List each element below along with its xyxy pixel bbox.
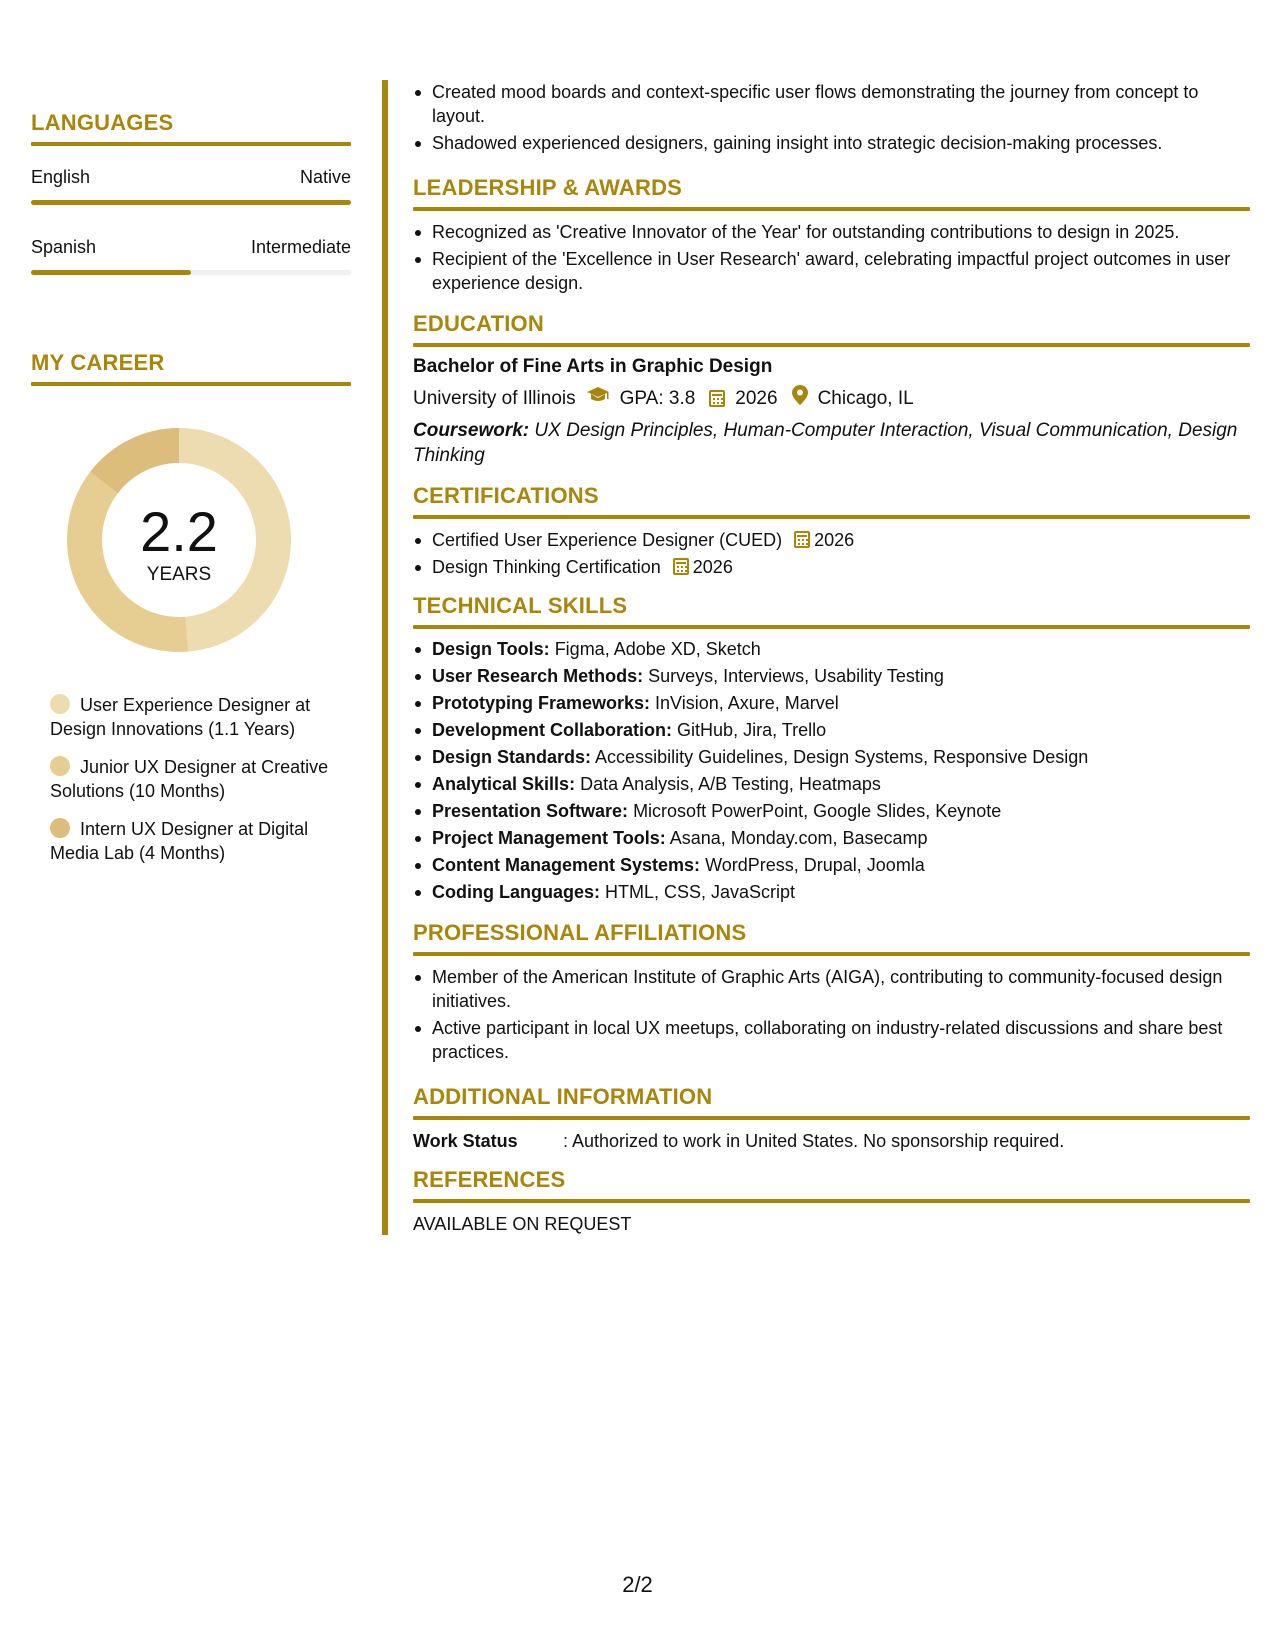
legend-dot xyxy=(50,818,70,838)
work-status-value: : Authorized to work in United States. No sponsorship required. xyxy=(563,1131,1065,1151)
legend-dot xyxy=(50,756,70,776)
experience-bullet: Shadowed experienced designers, gaining insight into strategic decision-making processes. xyxy=(413,131,1250,155)
language-bar xyxy=(31,200,351,205)
skill-label: Coding Languages: xyxy=(432,882,600,902)
career-unit: YEARS xyxy=(146,564,212,585)
education-title: EDUCATION xyxy=(413,311,544,336)
references-section xyxy=(413,1167,1250,1236)
affiliations-rule xyxy=(413,952,1250,956)
leadership-bullet: Recognized as 'Creative Innovator of the Year' for outstanding contributions to design in 2025. xyxy=(413,220,1250,244)
skill-value: WordPress, Drupal, Joomla xyxy=(705,855,925,875)
leadership-section xyxy=(413,175,1250,298)
education-coursework xyxy=(413,418,1250,468)
coursework-label: Coursework: xyxy=(413,420,530,441)
certification-year: 2026 xyxy=(692,557,733,577)
legend-item xyxy=(50,755,350,803)
education-degree: Bachelor of Fine Arts in Graphic Design xyxy=(413,356,773,377)
certification-item xyxy=(413,555,1250,579)
additional-rule xyxy=(413,1116,1250,1120)
career-rule xyxy=(31,382,351,386)
skill-item xyxy=(413,826,1250,850)
skill-value: Data Analysis, A/B Testing, Heatmaps xyxy=(580,774,881,794)
references-title: REFERENCES xyxy=(413,1167,566,1192)
skill-value: Microsoft PowerPoint, Google Slides, Keynote xyxy=(633,801,1002,821)
location-pin-icon xyxy=(792,385,808,412)
languages-rule xyxy=(31,142,351,146)
languages-title: LANGUAGES xyxy=(31,110,174,135)
legend-label: User Experience Designer at Design Innovations (1.1 Years) xyxy=(50,695,311,739)
affiliation-bullet: Active participant in local UX meetups, collaborating on industry-related discussions and share best practices. xyxy=(413,1016,1250,1064)
skill-item xyxy=(413,799,1250,823)
skill-value: HTML, CSS, JavaScript xyxy=(605,882,796,902)
calendar-icon xyxy=(794,531,810,548)
skill-value: GitHub, Jira, Trello xyxy=(677,720,827,740)
leadership-title: LEADERSHIP & AWARDS xyxy=(413,175,683,200)
education-school: University of Illinois xyxy=(413,387,576,409)
language-level: Native xyxy=(299,167,351,187)
certifications-title: CERTIFICATIONS xyxy=(413,483,599,508)
work-status-label: Work Status xyxy=(413,1131,518,1151)
legend-item xyxy=(50,693,350,741)
language-bar-fill xyxy=(31,270,191,275)
skill-label: Design Tools: xyxy=(432,639,550,659)
certifications-section xyxy=(413,483,1250,582)
skill-label: Content Management Systems: xyxy=(432,855,701,875)
skill-label: Presentation Software: xyxy=(432,801,629,821)
language-name: Spanish xyxy=(31,237,97,257)
skill-label: Design Standards: xyxy=(432,747,592,767)
language-bar xyxy=(31,270,351,275)
skill-item xyxy=(413,664,1250,688)
language-level: Intermediate xyxy=(250,237,351,257)
certifications-rule xyxy=(413,515,1250,519)
affiliations-title: PROFESSIONAL AFFILIATIONS xyxy=(413,920,747,945)
skill-value: Accessibility Guidelines, Design Systems, Responsive Design xyxy=(595,747,1089,767)
certification-name: Design Thinking Certification xyxy=(432,557,661,577)
skill-item xyxy=(413,637,1250,661)
leadership-rule xyxy=(413,207,1250,211)
additional-title: ADDITIONAL INFORMATION xyxy=(413,1084,713,1109)
certification-name: Certified User Experience Designer (CUED) xyxy=(432,530,783,550)
experience-bullet: Created mood boards and context-specific user flows demonstrating the journey from concept to layout. xyxy=(413,80,1250,128)
skills-rule xyxy=(413,625,1250,629)
skill-item xyxy=(413,745,1250,769)
skill-label: Development Collaboration: xyxy=(432,720,673,740)
education-gpa: GPA: 3.8 xyxy=(619,387,696,409)
education-location: Chicago, IL xyxy=(817,387,914,409)
career-title: MY CAREER xyxy=(31,350,165,375)
legend-label: Intern UX Designer at Digital Media Lab (4 Months) xyxy=(50,819,309,863)
certification-year: 2026 xyxy=(814,530,855,550)
graduation-cap-icon xyxy=(586,386,610,411)
affiliations-section xyxy=(413,920,1250,1067)
career-total: 2.2 xyxy=(140,500,218,563)
language-item xyxy=(31,166,351,205)
affiliation-bullet: Member of the American Institute of Graphic Arts (AIGA), contributing to community-focused design initiatives. xyxy=(413,965,1250,1013)
additional-section xyxy=(413,1084,1250,1153)
skill-item xyxy=(413,718,1250,742)
skill-item xyxy=(413,691,1250,715)
coursework-value: UX Design Principles, Human-Computer Interaction, Visual Communication, Design Thinking xyxy=(413,420,1238,466)
skill-item xyxy=(413,880,1250,904)
skill-value: InVision, Axure, Marvel xyxy=(655,693,839,713)
career-donut-chart xyxy=(65,426,293,654)
work-status-row xyxy=(413,1129,1250,1153)
language-bar-fill xyxy=(31,200,351,205)
language-item xyxy=(31,236,351,275)
languages-section xyxy=(31,110,351,275)
career-section xyxy=(31,350,351,386)
skill-label: User Research Methods: xyxy=(432,666,644,686)
calendar-icon xyxy=(709,390,725,407)
skill-item xyxy=(413,772,1250,796)
education-meta xyxy=(413,385,1250,412)
skill-label: Analytical Skills: xyxy=(432,774,576,794)
legend-dot xyxy=(50,694,70,714)
column-divider xyxy=(382,80,388,1235)
experience-continued xyxy=(413,80,1250,158)
skill-label: Project Management Tools: xyxy=(432,828,666,848)
education-section xyxy=(413,311,1250,468)
page-number: 2/2 xyxy=(622,1572,653,1597)
legend-item xyxy=(50,817,350,865)
references-rule xyxy=(413,1199,1250,1203)
legend-label: Junior UX Designer at Creative Solutions (10 Months) xyxy=(50,757,329,801)
career-legend xyxy=(50,693,350,879)
skill-value: Asana, Monday.com, Basecamp xyxy=(669,828,928,848)
skill-label: Prototyping Frameworks: xyxy=(432,693,651,713)
skill-item xyxy=(413,853,1250,877)
skills-section xyxy=(413,593,1250,907)
skill-value: Figma, Adobe XD, Sketch xyxy=(554,639,761,659)
calendar-icon xyxy=(673,558,689,575)
leadership-bullet: Recipient of the 'Excellence in User Research' award, celebrating impactful project outcomes in user experience design. xyxy=(413,247,1250,295)
skill-value: Surveys, Interviews, Usability Testing xyxy=(648,666,944,686)
certification-item xyxy=(413,528,1250,552)
language-name: English xyxy=(31,167,91,187)
skills-title: TECHNICAL SKILLS xyxy=(413,593,628,618)
education-year: 2026 xyxy=(735,387,778,409)
education-rule xyxy=(413,343,1250,347)
references-text: AVAILABLE ON REQUEST xyxy=(413,1214,632,1234)
